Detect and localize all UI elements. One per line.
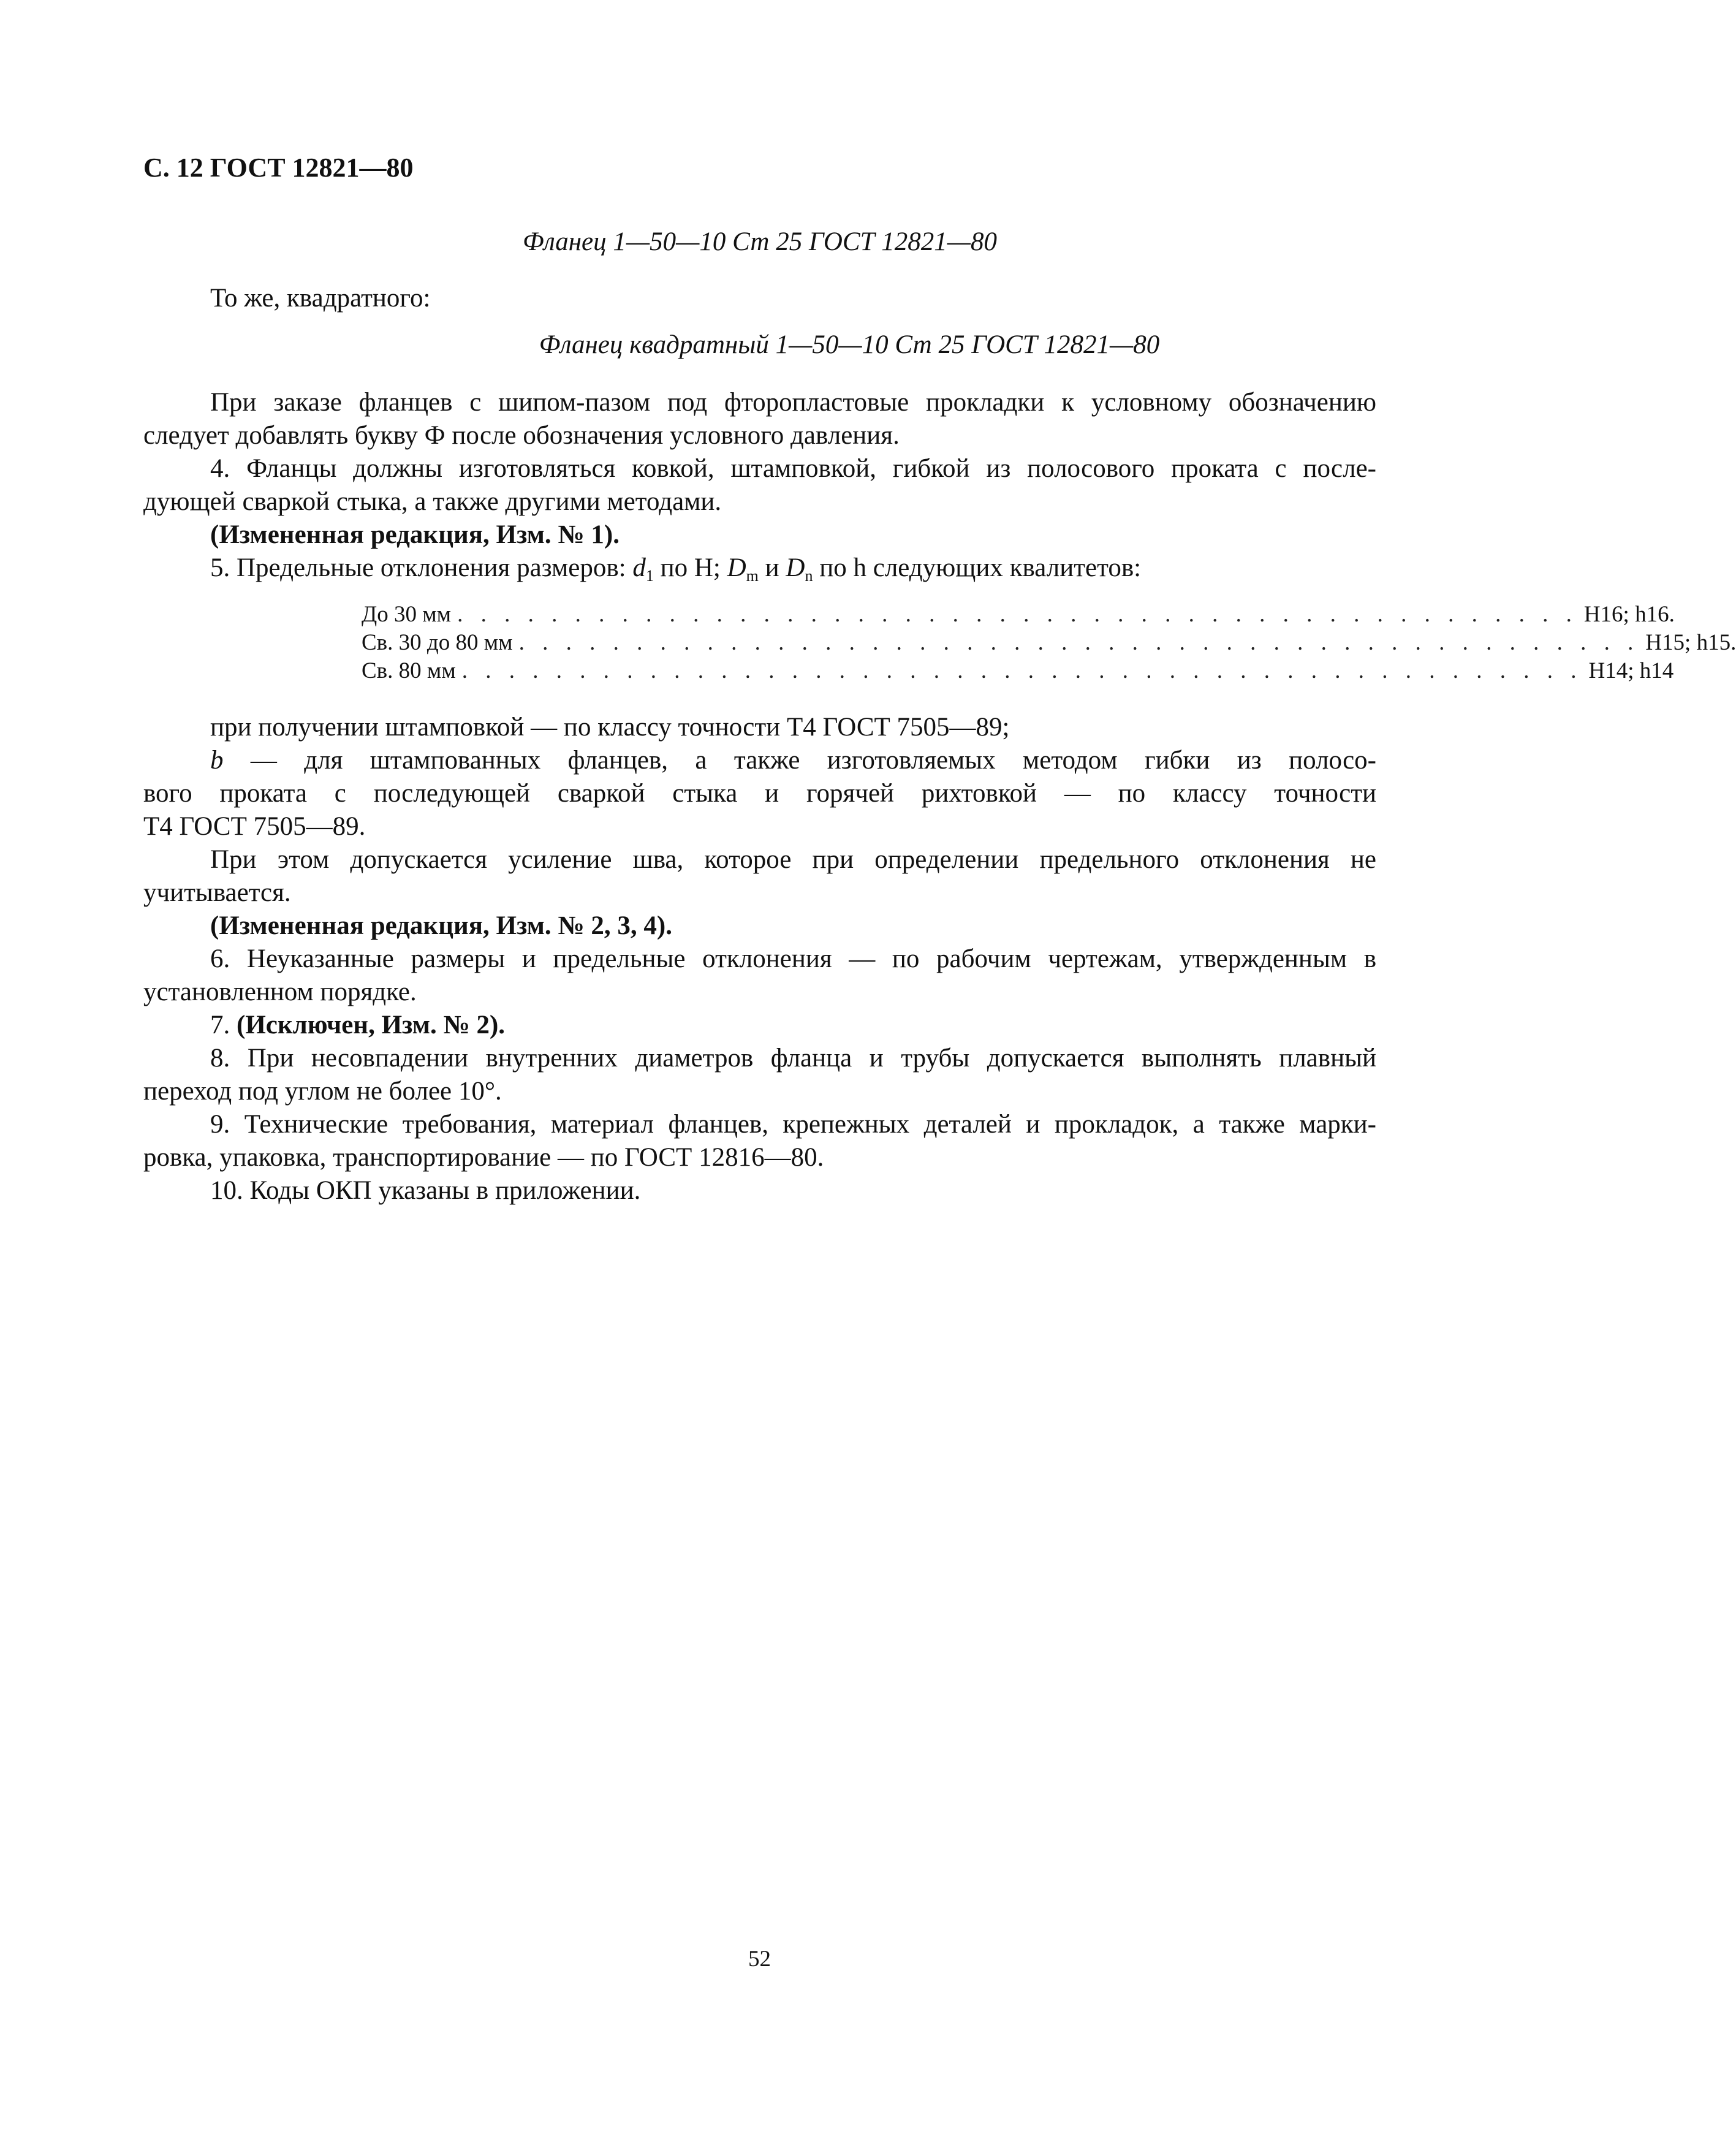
edit-note-1: (Измененная редакция, Изм. № 1). — [210, 520, 620, 549]
clause-4-line-2: дующей сваркой стыка, а также другими методами. — [143, 487, 722, 516]
symbol-d: d — [632, 553, 646, 582]
same-square-text: То же, квадратного: — [210, 284, 431, 313]
clause-5-prefix: 5. Предельные отклонения размеров: — [210, 553, 633, 582]
edit-note-234: (Измененная редакция, Изм. № 2, 3, 4). — [210, 911, 672, 940]
leader-dots: . . . . . . . . . . . . . . . . . . . . . . . . . . . . . . . . . . . . . . . . . . . . . . . . — [518, 630, 1640, 655]
b-clause-text-1: — для штампованных фланцев, а также изготовляемых методом гибки из полосо- — [223, 746, 1376, 775]
clause-7 — [210, 1009, 505, 1042]
order-note-line-2: следует добавлять букву Ф после обозначения условного давления. — [143, 421, 900, 450]
clause-10: 10. Коды ОКП указаны в приложении. — [210, 1176, 641, 1205]
tolerance-row — [362, 601, 1675, 629]
clause-5-suffix: по h следующих квалитетов: — [813, 553, 1142, 582]
symbol-Dn: D — [786, 553, 805, 582]
order-note-line-1: При заказе фланцев с шипом-пазом под фторопластовые прокладки к условному обозначению — [210, 388, 1376, 417]
clause-6-line-2: установленном порядке. — [143, 978, 417, 1006]
clause-7-text: (Исключен, Изм. № 2). — [237, 1011, 506, 1039]
weld-note-line-1: При этом допускается усиление шва, которое при определении предельного отклонения не — [210, 845, 1376, 874]
clause-9-line-2: ровка, упаковка, транспортирование — по ГОСТ 12816—80. — [143, 1143, 824, 1172]
stamping-note: при получении штамповкой — по классу точности Т4 ГОСТ 7505—89; — [210, 713, 1010, 742]
page-number: 52 — [748, 1947, 771, 1972]
clause-8-line-2: переход под углом не более 10°. — [143, 1077, 502, 1106]
weld-note-line-2: учитывается. — [143, 878, 291, 907]
tolerance-range: Св. 80 мм — [362, 658, 456, 683]
clause-8-line-1: 8. При несовпадении внутренних диаметров фланца и трубы допускается выполнять плавный — [210, 1044, 1376, 1073]
clause-7-number: 7. — [210, 1011, 237, 1039]
tolerance-row — [362, 657, 1674, 685]
symbol-Dm: D — [727, 553, 746, 582]
clause-5-intro — [210, 552, 1141, 585]
tolerance-range: Св. 30 до 80 мм — [362, 630, 513, 655]
b-clause-line-3: Т4 ГОСТ 7505—89. — [143, 812, 366, 841]
clause-6-line-1: 6. Неуказанные размеры и предельные отклонения — по рабочим чертежам, утвержденным в — [210, 944, 1376, 973]
clause-5-mid-2: и — [758, 553, 786, 582]
clause-9-line-1: 9. Технические требования, материал фланцев, крепежных деталей и прокладок, а также марки- — [210, 1110, 1376, 1139]
designation-example-round: Фланец 1—50—10 Ст 25 ГОСТ 12821—80 — [523, 227, 997, 256]
tolerance-range: До 30 мм — [362, 602, 452, 627]
page-header: С. 12 ГОСТ 12821—80 — [143, 153, 414, 183]
tolerance-grade: H16; h16. — [1583, 602, 1675, 627]
symbol-d-subscript: 1 — [645, 567, 654, 585]
designation-example-square: Фланец квадратный 1—50—10 Ст 25 ГОСТ 12821—80 — [539, 330, 1160, 359]
b-clause-line-1 — [210, 744, 1376, 777]
symbol-Dn-subscript: n — [805, 567, 813, 585]
leader-dots: . . . . . . . . . . . . . . . . . . . . . . . . . . . . . . . . . . . . . . . . . . . . . . . . — [461, 658, 1583, 683]
symbol-Dm-subscript: m — [746, 567, 759, 585]
b-clause-line-2: вого проката с последующей сваркой стыка и горячей рихтовкой — по классу точности — [143, 779, 1376, 808]
clause-5-mid-1: по H; — [653, 553, 727, 582]
leader-dots: . . . . . . . . . . . . . . . . . . . . . . . . . . . . . . . . . . . . . . . . . . . . . . . . — [457, 602, 1578, 627]
tolerance-grade: H14; h14 — [1588, 658, 1674, 683]
tolerance-grade: H15; h15. — [1645, 630, 1736, 655]
clause-4-line-1: 4. Фланцы должны изготовляться ковкой, штамповкой, гибкой из полосового проката с после- — [210, 454, 1376, 483]
symbol-b: b — [210, 746, 224, 775]
tolerance-row — [362, 629, 1736, 657]
